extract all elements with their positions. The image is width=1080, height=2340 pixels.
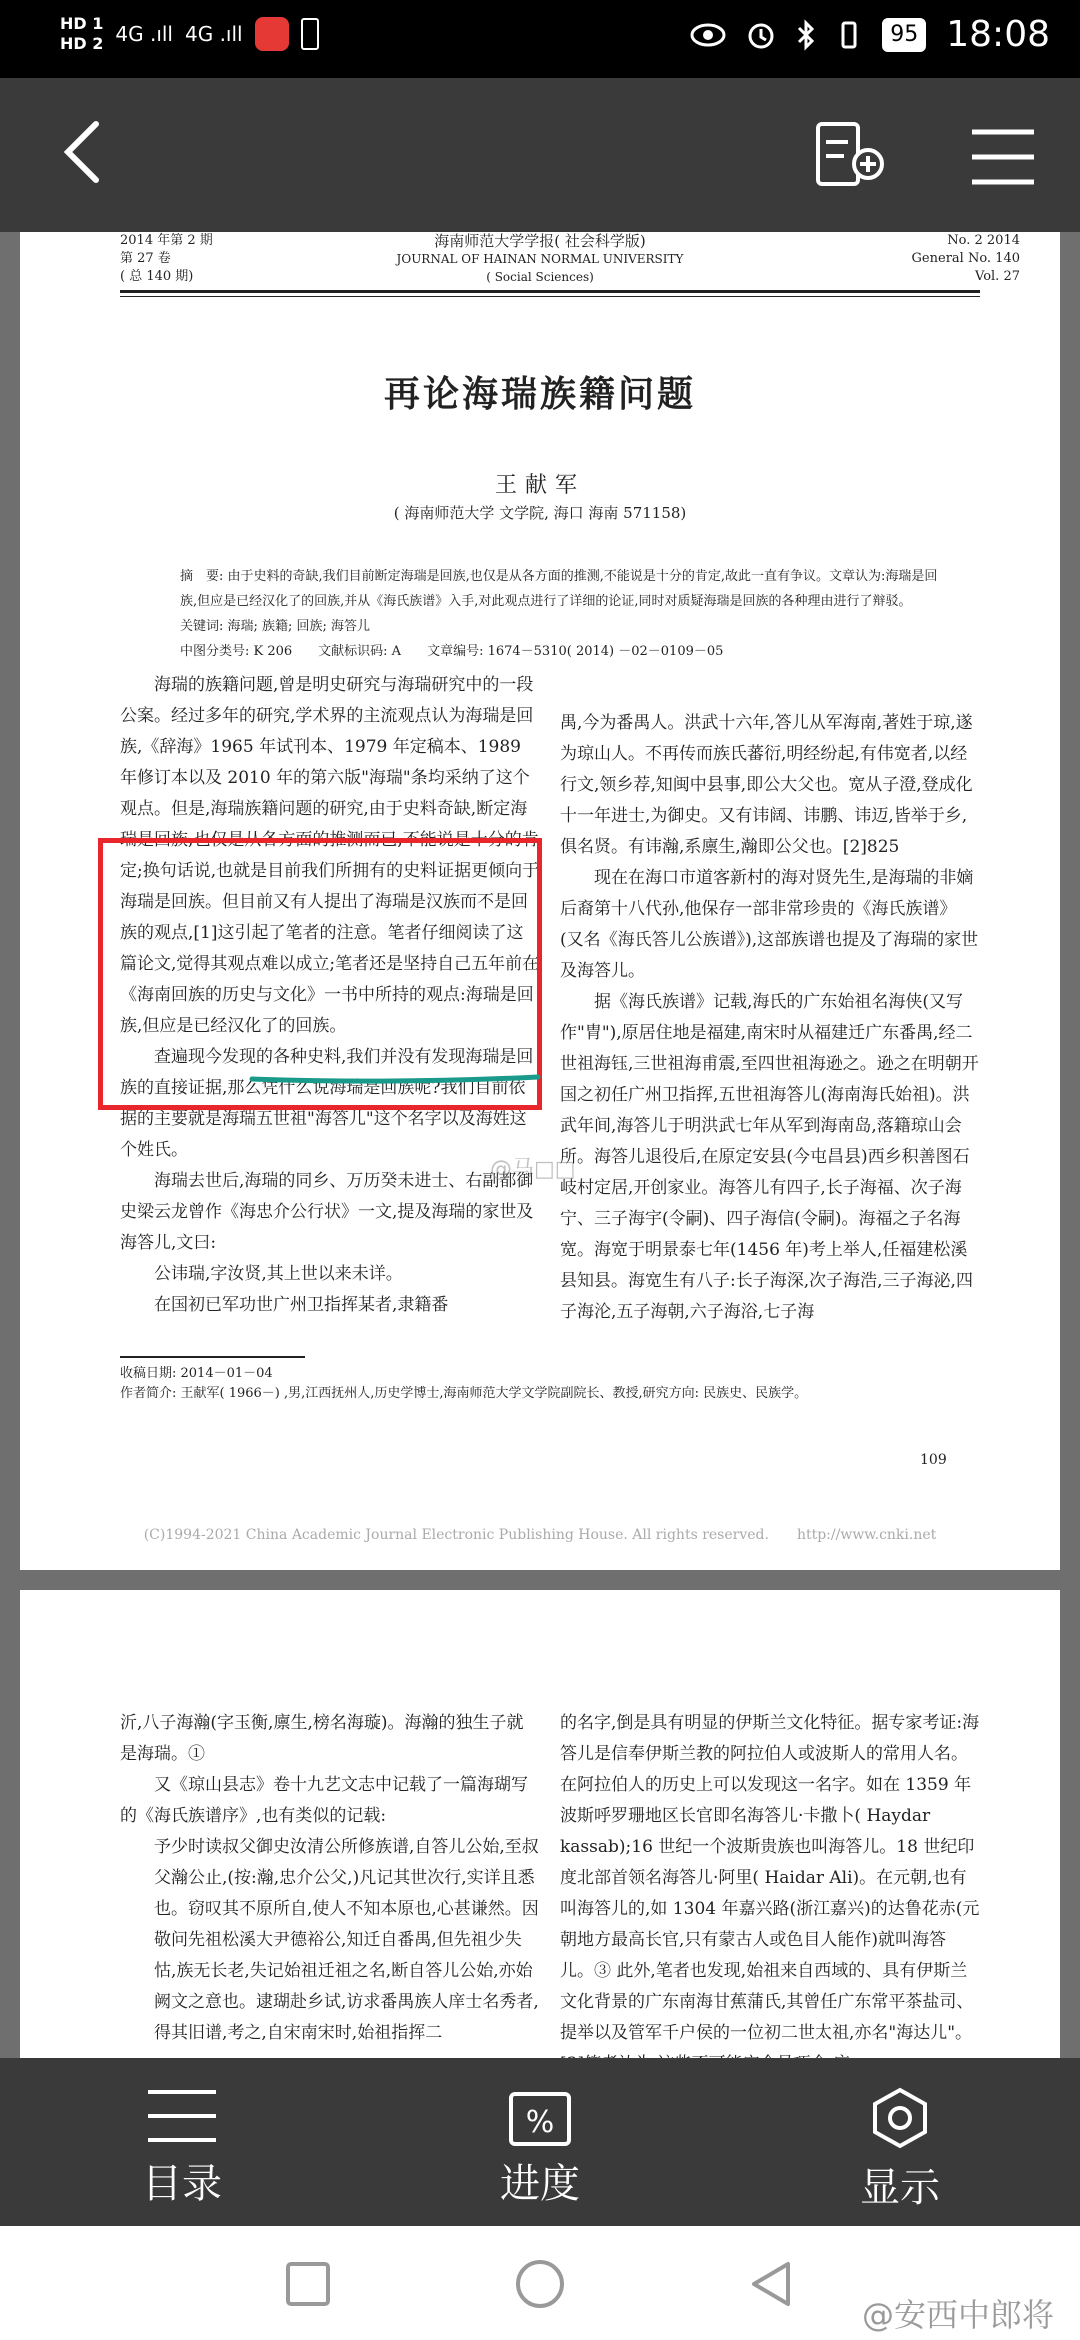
status-right — [690, 14, 1050, 55]
back-triangle-icon[interactable] — [744, 2256, 800, 2312]
signal1-icon: 4G .ıll — [115, 22, 173, 46]
journal-name-cn: 海南师范大学学报( 社会科学版) — [434, 232, 646, 250]
eye-icon — [690, 21, 726, 49]
list-icon — [142, 2086, 222, 2146]
clock: 18:08 — [946, 14, 1050, 55]
abstract-text: 摘 要: 由于史料的奇缺,我们目前断定海瑞是回族,也仅是从各方面的推测,不能说是十分的肯定,故此一直有争议。文章认为:海瑞是回族,但应是已经汉化了的回族,并从《海氏族谱》入手,对此观点进行了详细的论证,同时对质疑海瑞是回族的各种理由进行了辩驳。 — [180, 569, 938, 609]
settings-gear-icon — [865, 2086, 935, 2150]
toc-label: 目录 — [142, 2161, 222, 2207]
hd2-label: HD 2 — [60, 34, 104, 53]
body-column-left — [120, 1708, 540, 2049]
journal-name-en: JOURNAL OF HAINAN NORMAL UNIVERSITY — [396, 252, 684, 266]
issue-line: 2014 年第 2 期 — [120, 233, 213, 248]
weibo-watermark: @安西中郎将 — [861, 2296, 1054, 2334]
header-rule-thin — [120, 296, 980, 297]
weibo-inline-watermark: @马□□ — [490, 1157, 576, 1182]
footnotes — [120, 1364, 980, 1404]
paragraph: 沂,八子海瀚(字玉衡,廪生,榜名海璇)。海瀚的独生子就是海瑞。① — [120, 1713, 524, 1764]
highlight-box — [98, 838, 542, 1110]
classification-text: 中图分类号: K 206 文献标识码: A 文章编号: 1674－5310( 2014) －02－0109－05 — [180, 644, 724, 659]
back-arrow-icon[interactable] — [46, 112, 126, 192]
hd1-label: HD 1 — [60, 14, 104, 33]
app-notification-icon — [255, 17, 289, 51]
quote-line: 公讳瑞,字汝贤,其上世以来未详。 — [154, 1264, 403, 1284]
volume-line: 第 27 卷 — [120, 251, 171, 266]
author-bio: 作者简介: 王献军( 1966－) ,男,江西抚州人,历史学博士,海南师范大学文学院副院长、教授,研究方向: 民族史、民族学。 — [120, 1386, 808, 1401]
body-column-right — [560, 1708, 980, 2080]
recents-square-icon[interactable] — [280, 2256, 336, 2312]
alarm-icon — [746, 20, 776, 50]
svg-text:%: % — [525, 2105, 555, 2140]
paragraph: 查遍现今发现的各种史料,我们并没有发现海瑞是回族的直接证据,那么凭什么说海瑞是回族呢?我们目前依据的主要就是海瑞五世祖"海答儿"这个名字以及海姓这个姓氏。 — [120, 1047, 534, 1160]
body-column-right — [560, 708, 980, 1328]
journal-name — [350, 232, 730, 286]
add-bookmark-doc-icon[interactable] — [814, 120, 890, 196]
status-left — [60, 14, 319, 54]
page-number: 109 — [920, 1452, 947, 1468]
pdf-page-1 — [20, 232, 1060, 1570]
reader-bottom-bar — [0, 2058, 1080, 2226]
signal2-icon: 4G .ıll — [184, 22, 243, 46]
paragraph: 的名字,倒是具有明显的伊斯兰文化特征。据专家考证:海答儿是信奉伊斯兰教的阿拉伯人或波斯人的常用人名。在阿拉伯人的历史上可以发现这一名字。如在 1359 年波斯呼罗珊地区长官即名海答儿·卡撒卜( Haydar kassab);16 世纪一个波斯贵族也叫海答儿。18 世纪印度北部首领名海答儿·阿里( Haidar Ali)。在元朝,也有叫海答儿的,如 1304 年嘉兴路(浙江嘉兴)的达鲁花赤(元朝地方最高长官,只有蒙古人或色目人能作)就叫海答儿。③ 此外,笔者也发现,始祖来自西域的、具有伊斯兰文化背景的广东南海甘蕉蒲氏,其曾任广东常平茶盐司、提举以及管军千户侯的一位初二世太祖,亦名"海达儿"。 — [560, 1713, 980, 2043]
author-affiliation: ( 海南师范大学 文学院, 海口 海南 571158) — [393, 504, 687, 522]
progress-percent-icon — [505, 2086, 575, 2146]
copyright-line: (C)1994-2021 China Academic Journal Electronic Publishing House. All rights reserved. http://www.cnki.net — [143, 1527, 937, 1543]
home-circle-icon[interactable] — [512, 2256, 568, 2312]
reader-toolbar — [0, 78, 1080, 232]
abstract-block — [180, 564, 940, 664]
pdf-page-2 — [20, 1590, 1060, 2110]
battery-saver-icon — [301, 18, 319, 50]
paragraph: 禺,今为番禺人。洪武十六年,答儿从军海南,著姓于琼,遂为琼山人。不再传而族氏蕃衍,明经纷起,有伟宽者,以经行文,领乡荐,知闽中县事,即公大父也。宽从子澄,登成化十一年进士,为御史。又有讳阔、讳鹏、讳迈,皆举于乡,俱名贤。有讳瀚,系廪生,瀚即公父也。[2]825 — [560, 713, 973, 857]
quote-block: 予少时读叔父御史汝清公所修族谱,自答儿公始,至叔父瀚公止,(按:瀚,忠介公父,)凡记其世次行,实详且悉也。窃叹其不原所自,使人不知本原也,心甚谦然。因敬问先祖松溪大尹德裕公,知迁自番禺,但先祖少失怙,族无长老,失记始祖迁祖之名,断自答儿公始,亦始阙文之意也。逮瑚赴乡试,访求番禺族人庠士名秀者,得其旧谱,考之,自宋南宋时,始祖指挥二 — [154, 1837, 539, 2043]
progress-button[interactable] — [440, 2086, 640, 2209]
total-issue-line: ( 总 140 期) — [120, 269, 194, 284]
received-date: 收稿日期: 2014－01－04 — [120, 1366, 273, 1381]
paragraph: 海瑞的族籍问题,曾是明史研究与海瑞研究中的一段公案。经过多年的研究,学术界的主流观点认为海瑞是回族,《辞海》1965 年试刊本、1979 年定稿本、1989 年修订本以及 2010 年的第六版"海瑞"条均采纳了这个观点。但是,海瑞族籍问题的研究,由于史料奇缺,断定海瑞是回族,也仅是从各方面的推测而已,不能说是十分的肯定;换句话说,也就是目前我们所拥有的史料证据更倾向于海瑞是回族。但目前又有人提出了海瑞是汉族而不是回族的观点,[1]这引起了笔者的注意。笔者仔细阅读了这篇论文,觉得其观点难以成立;笔者还是坚持自己五年前在《海南回族的历史与文化》一书中所持的观点:海瑞是回族,但应是已经汉化了的回族。 — [120, 675, 540, 1036]
article-author: 王献军 — [494, 473, 585, 498]
header-rule-thick — [120, 290, 980, 293]
paragraph: 又《琼山县志》卷十九艺文志中记载了一篇海瑚写的《海氏族谱序》,也有类似的记载: — [120, 1775, 528, 1826]
footnote-rule — [120, 1356, 305, 1358]
quote-line: 在国初已军功世广州卫指挥某者,隶籍番 — [154, 1295, 449, 1315]
paragraph: 现在在海口市道客新村的海对贤先生,是海瑞的非嫡后裔第十八代孙,他保存一部非常珍贵的《海氏族谱》(又名《海氏答儿公族谱》),这部族谱也提及了海瑞的家世及海答儿。 — [560, 868, 979, 981]
journal-series-en: ( Social Sciences) — [486, 270, 594, 284]
document-viewer[interactable] — [0, 232, 1080, 2058]
journal-issue-info — [120, 232, 213, 286]
highlight-underline — [250, 1074, 540, 1084]
number-line: No. 2 2014 — [947, 233, 1020, 248]
keywords-text: 关键词: 海瑞; 族籍; 回族; 海答儿 — [180, 619, 371, 634]
vol-line: Vol. 27 — [975, 269, 1020, 284]
status-bar — [0, 0, 1080, 78]
battery-level: 95 — [882, 18, 926, 52]
menu-icon[interactable] — [968, 126, 1038, 188]
journal-number-info — [912, 232, 1020, 286]
display-label: 显示 — [860, 2165, 940, 2211]
bluetooth-icon — [796, 20, 816, 50]
display-button[interactable] — [800, 2086, 1000, 2213]
vibrate-icon — [836, 20, 862, 50]
toc-button[interactable] — [82, 2086, 282, 2209]
general-number-line: General No. 140 — [911, 251, 1020, 266]
paragraph: 海瑞去世后,海瑞的同乡、万历癸未进士、右副都御史梁云龙曾作《海忠介公行状》一文,提及海瑞的家世及海答儿,文曰: — [120, 1171, 534, 1253]
hd-indicators — [60, 14, 103, 54]
progress-label: 进度 — [500, 2161, 580, 2207]
article-title: 再论海瑞族籍问题 — [383, 374, 696, 415]
paragraph: 据《海氏族谱》记载,海氏的广东始祖名海侠(又写作"胄"),原居住地是福建,南宋时从福建迁广东番禺,经二世祖海钰,三世祖海甫震,至四世祖海逊之。逊之在明朝开国之初任广州卫指挥,五世祖海答儿(海南海氏始祖)。洪武年间,海答儿于明洪武七年从军到海南岛,落籍琼山会所。海答儿退役后,在原定安县(今屯昌县)西乡积善图石岐村定居,开创家业。海答儿有四子,长子海福、次子海宁、三子海宇(令嗣)、四子海信(令嗣)。海福之子名海宽。海宽于明景泰七年(1456 年)考上举人,任福建松溪县知县。海宽生有八子:长子海深,次子海浩,三子海泌,四子海沦,五子海朝,六子海浴,七子海 — [560, 992, 979, 1322]
